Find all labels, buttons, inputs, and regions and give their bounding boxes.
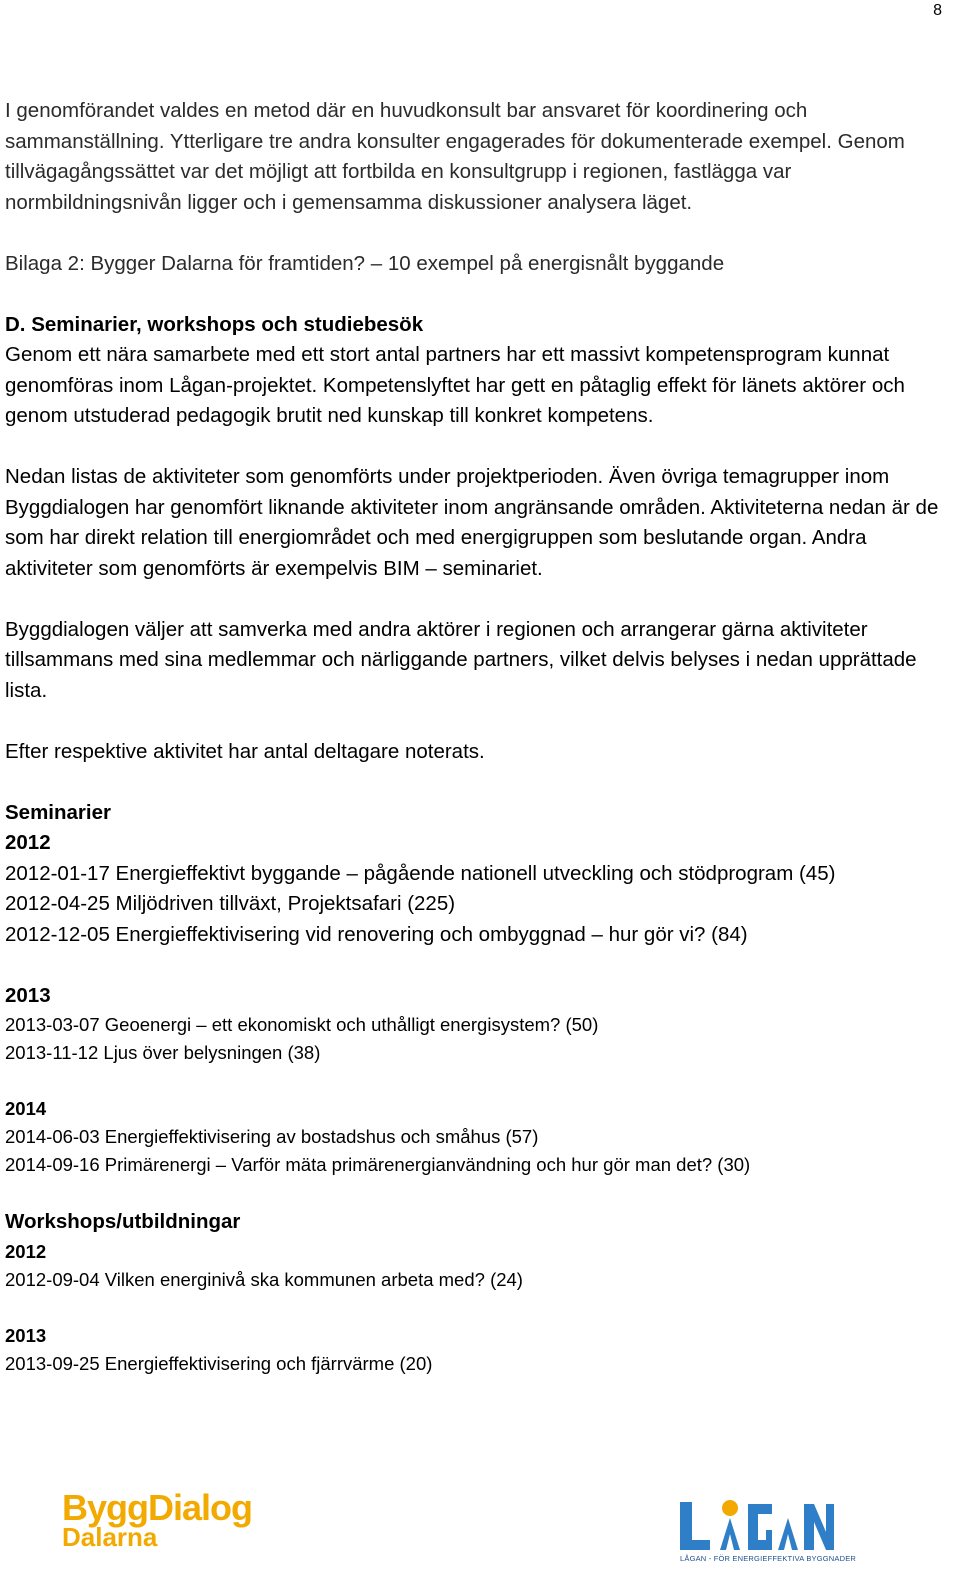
workshops-year-2013: 2013 — [5, 1324, 47, 1346]
intro-paragraph: I genomförandet valdes en metod där en huvudkonsult bar ansvaret för koordinering och sammanställning. Ytterligare tre andra konsulter engagerades för dokumenterade exempel. Genom tillvägagångssättet var det möjligt att fortbilda en konsultgrupp i regionen, fastlägga var normbildningsnivån ligger och i gemensamma diskussioner analysera läget. — [5, 99, 905, 214]
list-item: 2012-04-25 Miljödriven tillväxt, Projektsafari (225) — [5, 892, 456, 915]
workshops-year-2012: 2012 — [5, 1240, 47, 1262]
seminarier-year-2013: 2013 — [5, 983, 51, 1007]
workshops-heading: Workshops/utbildningar — [5, 1210, 241, 1233]
byggdialog-logo-subtext: Dalarna — [62, 1522, 158, 1552]
participants-paragraph: Efter respektive aktivitet har antal deltagare noterats. — [5, 739, 485, 763]
list-item: 2013-09-25 Energieffektivisering och fjärrvärme (20) — [5, 1352, 433, 1374]
byggdialog-logo — [62, 1487, 253, 1552]
page-number: 8 — [933, 2, 942, 19]
footer-logos — [0, 1487, 960, 1590]
list-item: 2014-06-03 Energieffektivisering av bostadshus och småhus (57) — [5, 1126, 539, 1147]
list-item: 2012-01-17 Energieffektivt byggande – pågående nationell utveckling och stödprogram (45) — [5, 861, 836, 885]
section-heading: D. Seminarier, workshops och studiebesök — [5, 312, 424, 336]
bilaga-reference: Bilaga 2: Bygger Dalarna för framtiden? – 10 exempel på energisnålt byggande — [5, 251, 725, 275]
seminarier-year-2014: 2014 — [5, 1098, 47, 1119]
activities-paragraph: Nedan listas de aktiviteter som genomförts under projektperioden. Även övriga temagrupper inom Byggdialogen har genomfört liknande aktiviteter inom angränsande områden. Aktiviteterna nedan är de som har direkt relation till energiområdet och med energigruppen som beslutande organ. Andra aktiviteter som genomförts är exempelvis BIM – seminariet. — [5, 465, 939, 580]
document-body — [5, 96, 950, 1378]
collaboration-paragraph: Byggdialogen väljer att samverka med andra aktörer i regionen och arrangerar gärna aktiviteter tillsammans med sina medlemmar och närliggande partners, vilket delvis belyses i nedan upprättade lista. — [5, 617, 917, 702]
list-item: 2013-11-12 Ljus över belysningen (38) — [5, 1042, 321, 1063]
seminarier-year-2012: 2012 — [5, 831, 51, 854]
list-item: 2014-09-16 Primärenergi – Varför mäta primärenergianvändning och hur gör man det? (30) — [5, 1154, 751, 1175]
seminarier-heading: Seminarier — [5, 800, 111, 824]
list-item: 2013-03-07 Geoenergi – ett ekonomiskt och uthålligt energisystem? (50) — [5, 1014, 599, 1035]
section-body-paragraph: Genom ett nära samarbete med ett stort antal partners har ett massivt kompetensprogram kunnat genomföras inom Lågan-projektet. Kompetenslyftet har gett en påtaglig effekt för länets aktörer och genom utstuderad pedagogik brutit ned kunskap till konkret kompetens. — [5, 343, 905, 427]
list-item: 2012-12-05 Energieffektivisering vid renovering och ombyggnad – hur gör vi? (84) — [5, 922, 748, 946]
lagan-tagline: LÅGAN - FÖR ENERGIEFFEKTIVA BYGGNADER — [680, 1554, 857, 1563]
list-item: 2012-09-04 Vilken energinivå ska kommunen arbeta med? (24) — [5, 1268, 523, 1290]
byggdialog-logo-text: ByggDialog — [62, 1487, 253, 1528]
